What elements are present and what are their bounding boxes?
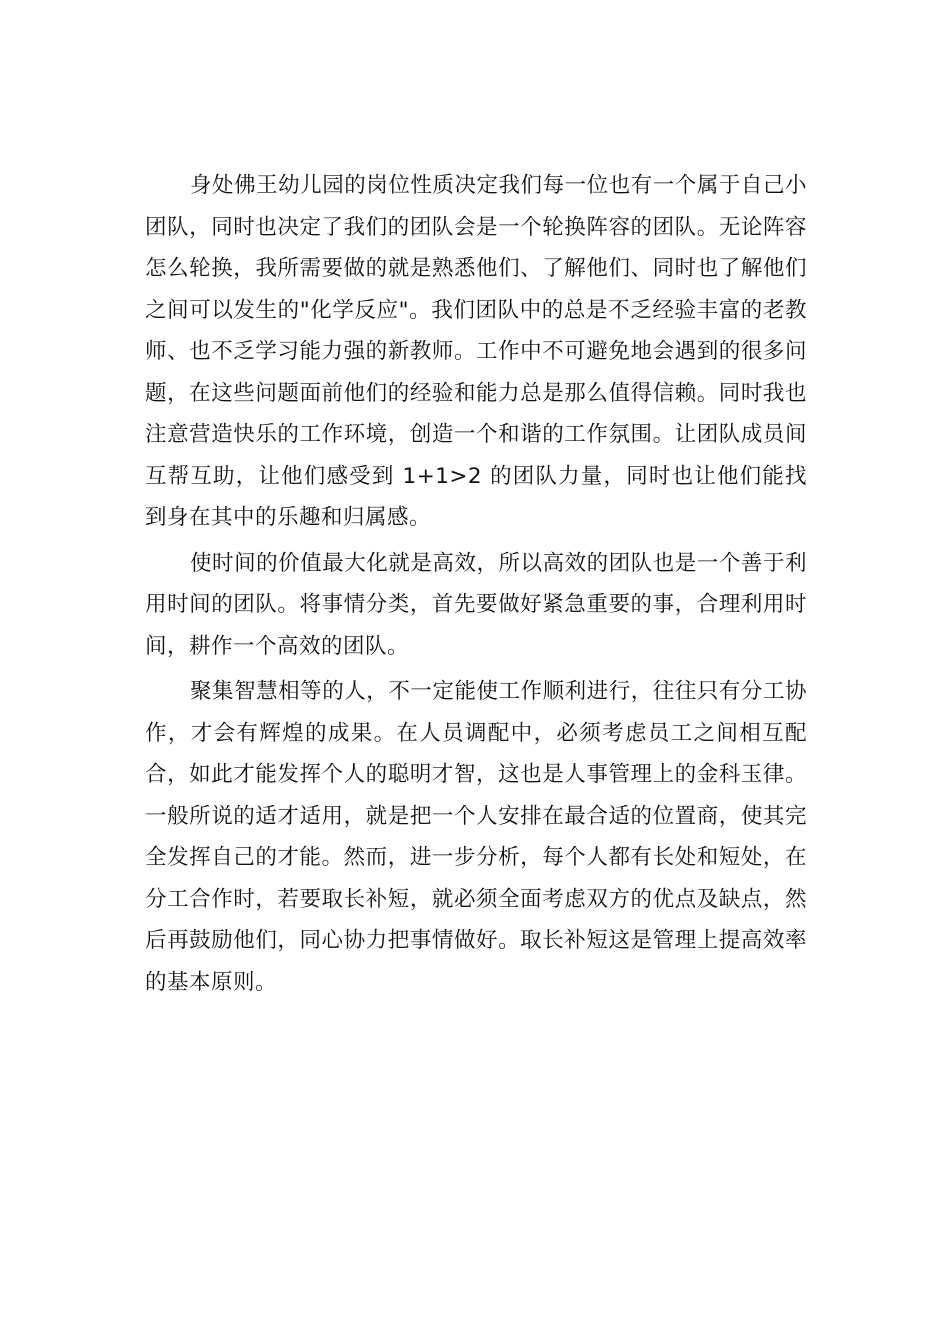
paragraph-time-efficiency: 使时间的价值最大化就是高效，所以高效的团队也是一个善于利用时间的团队。将事情分类，首先要做好紧急重要的事，合理利用时间，耕作一个高效的团队。 [145,550,807,659]
paragraph-division-of-labor: 聚集智慧相等的人，不一定能使工作顺利进行，往往只有分工协作，才会有辉煌的成果。在人员调配中，必须考虑员工之间相互配合，如此才能发挥个人的聪明才智，这也是人事管理上的金科玉律。一般所说的适才适用，就是把一个人安排在最合适的位置商，使其完全发挥自己的才能。然而，进一步分析，每个人都有长处和短处，在分工合作时，若要取长补短，就必须全面考虑双方的优点及缺点，然后再鼓励他们，同心协力把事情做好。取长补短这是管理上提高效率的基本原则。 [145,679,807,995]
paragraph-team-roles: 身处佛王幼儿园的岗位性质决定我们每一位也有一个属于自己小团队，同时也决定了我们的团队会是一个轮换阵容的团队。无论阵容怎么轮换，我所需要做的就是熟悉他们、了解他们、同时也了解他们之间可以发生的"化学反应"。我们团队中的总是不乏经验丰富的老教师、也不乏学习能力强的新教师。工作中不可避免地会遇到的很多问题，在这些问题面前他们的经验和能力总是那么值得信赖。同时我也注意营造快乐的工作环境，创造一个和谐的工作氛围。让团队成员间互帮互助，让他们感受到 1+1>2 的团队力量，同时也让他们能找到身在其中的乐趣和归属感。 [145,173,807,530]
document-body [145,165,807,1007]
